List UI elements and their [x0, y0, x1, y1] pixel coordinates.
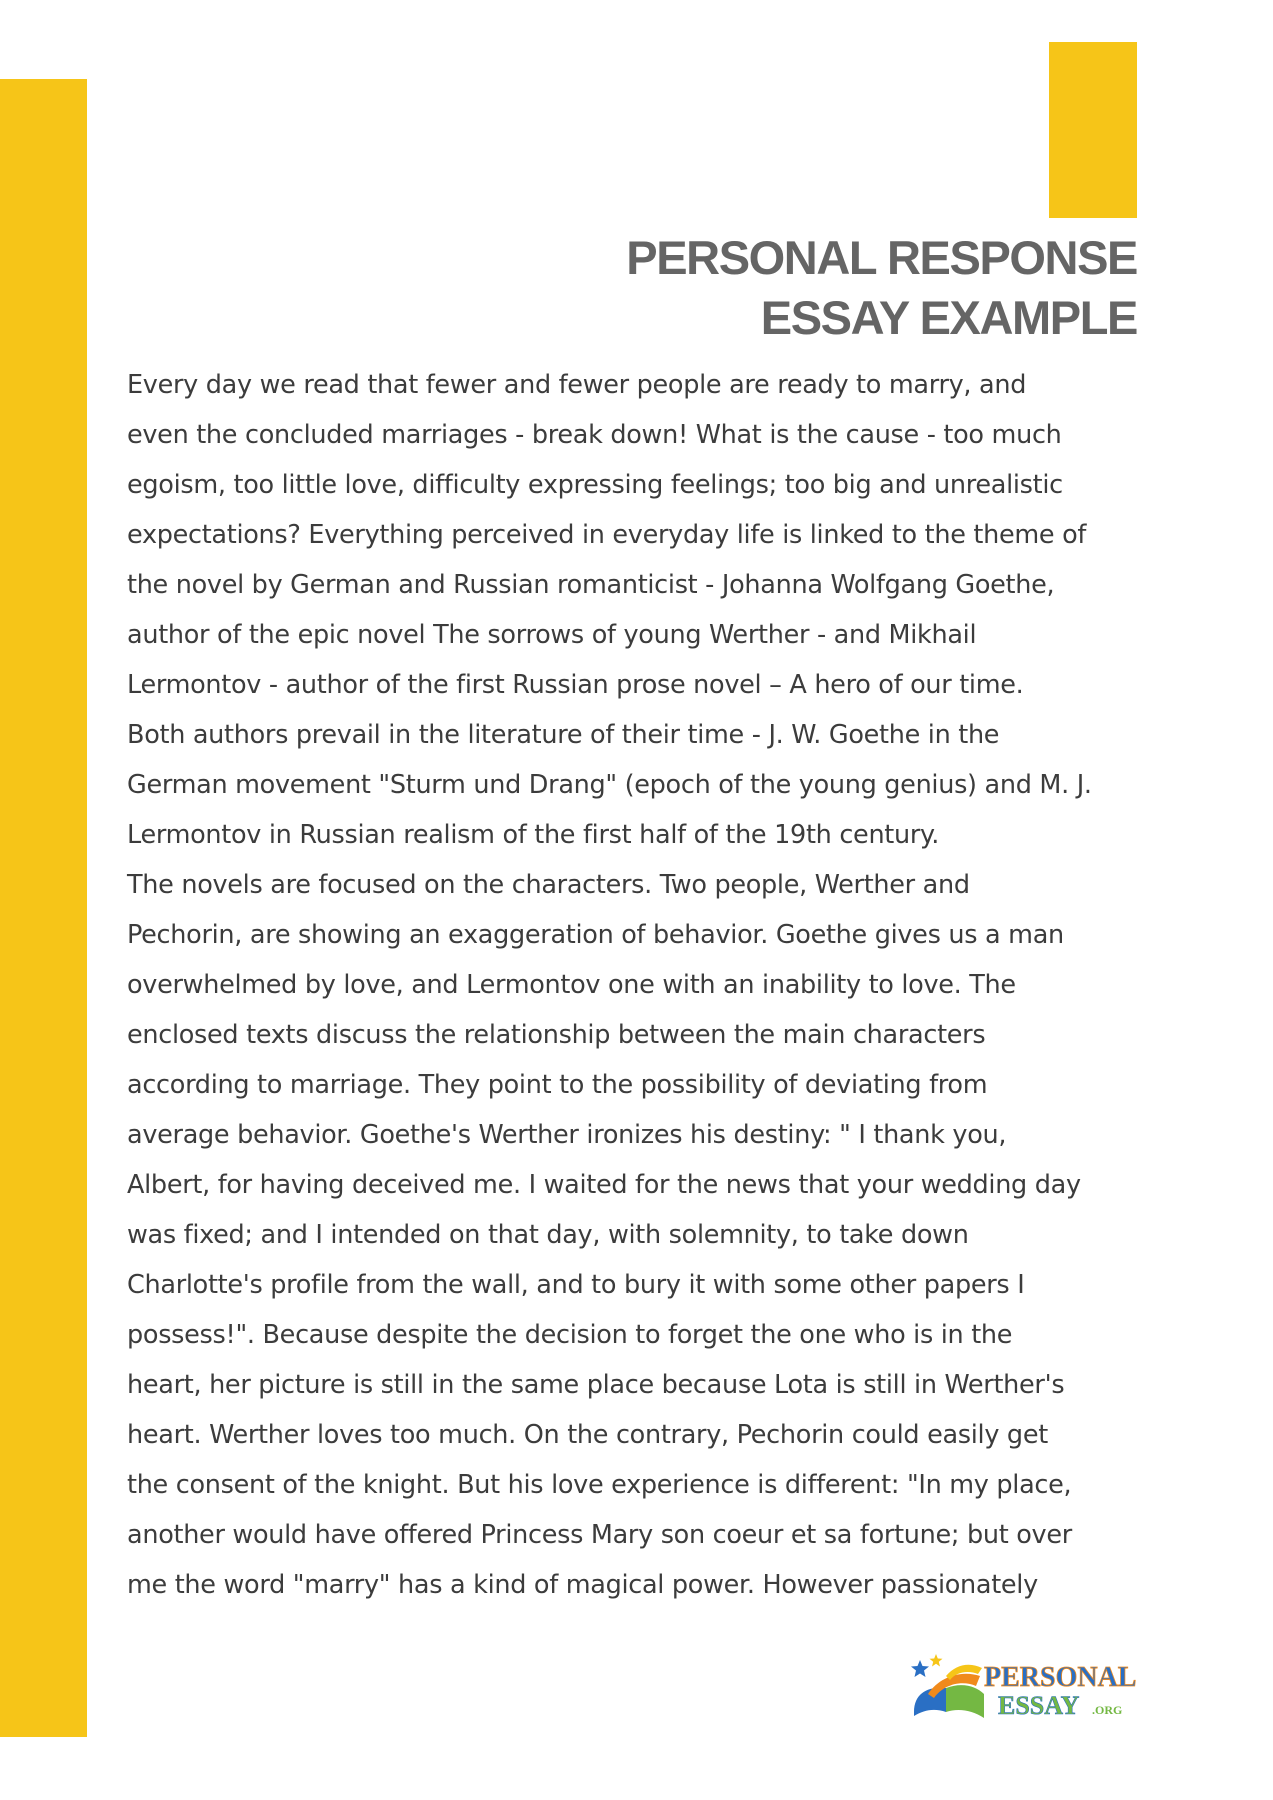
body-line: author of the epic novel The sorrows of young Werther - and Mikhail — [127, 620, 977, 650]
body-line: Both authors prevail in the literature of their time - J. W. Goethe in the — [127, 720, 1000, 750]
logo-text-essay: ESSAY — [998, 1691, 1080, 1720]
body-line: the consent of the knight. But his love experience is different: "In my place, — [127, 1470, 1072, 1500]
body-line: overwhelmed by love, and Lermontov one with an inability to love. The — [127, 970, 1016, 1000]
logo-star-icon — [911, 1654, 943, 1677]
body-line: expectations? Everything perceived in everyday life is linked to the theme of — [127, 520, 1087, 550]
body-line: according to marriage. They point to the possibility of deviating from — [127, 1070, 988, 1100]
body-line: Lermontov - author of the first Russian prose novel – A hero of our time. — [127, 670, 1024, 700]
title-line-1: PERSONAL RESPONSE — [626, 231, 1137, 284]
body-line: another would have offered Princess Mary son coeur et sa fortune; but over — [127, 1520, 1072, 1550]
body-line: German movement "Sturm und Drang" (epoch of the young genius) and M. J. — [127, 770, 1092, 800]
body-line: Charlotte's profile from the wall, and to bury it with some other papers I — [127, 1270, 1025, 1300]
body-line: heart. Werther loves too much. On the contrary, Pechorin could easily get — [127, 1420, 1048, 1450]
body-line: heart, her picture is still in the same place because Lota is still in Werther's — [127, 1370, 1065, 1400]
body-line: possess!". Because despite the decision to forget the one who is in the — [127, 1320, 1013, 1350]
body-line: Pechorin, are showing an exaggeration of behavior. Goethe gives us a man — [127, 920, 1064, 950]
body-line: the novel by German and Russian romanticist - Johanna Wolfgang Goethe, — [127, 570, 1055, 600]
body-line: Lermontov in Russian realism of the first half of the 19th century. — [127, 820, 940, 850]
title-line-2: ESSAY EXAMPLE — [760, 291, 1137, 344]
body-line: even the concluded marriages - break down! What is the cause - too much — [127, 420, 1062, 450]
top-accent-bar — [1049, 42, 1137, 218]
body-line: Every day we read that fewer and fewer people are ready to marry, and — [127, 370, 1027, 400]
body-line: average behavior. Goethe's Werther ironizes his destiny: " I thank you, — [127, 1120, 1007, 1150]
body-line: enclosed texts discuss the relationship between the main characters — [127, 1020, 986, 1050]
body-line: The novels are focused on the characters. Two people, Werther and — [127, 870, 970, 900]
personal-essay-logo — [906, 1652, 1172, 1726]
body-line: me the word "marry" has a kind of magical power. However passionately — [127, 1570, 1038, 1600]
logo-text-personal: PERSONAL — [984, 1662, 1137, 1693]
body-line: was fixed; and I intended on that day, with solemnity, to take down — [127, 1220, 969, 1250]
logo-text-org: .ORG — [1092, 1703, 1123, 1717]
page-title — [626, 228, 1137, 348]
body-line: Albert, for having deceived me. I waited for the news that your wedding day — [127, 1170, 1081, 1200]
left-accent-bar — [0, 79, 87, 1737]
body-line: egoism, too little love, difficulty expressing feelings; too big and unrealistic — [127, 470, 1063, 500]
essay-body — [127, 360, 1167, 1610]
